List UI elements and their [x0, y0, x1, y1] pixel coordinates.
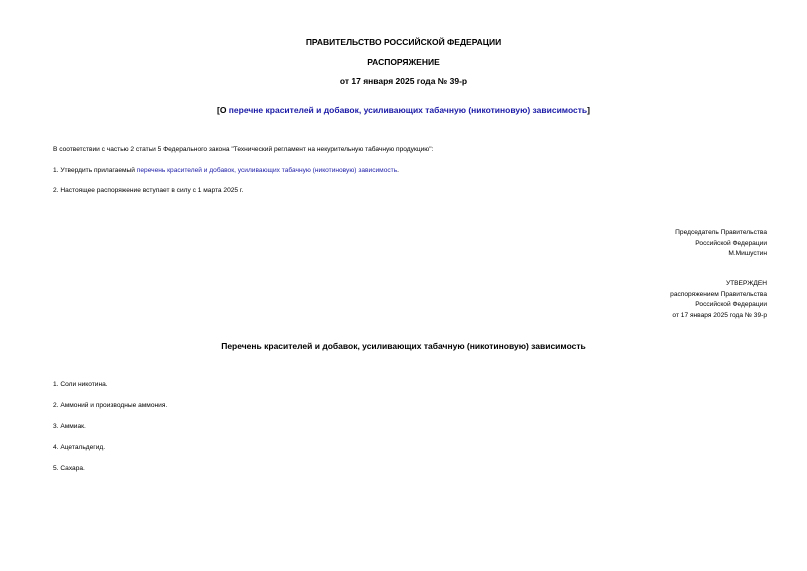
preamble-text: В соответствии с частью 2 статьи 5 Федерального закона "Технический регламент на некурительную табачную продукцию": — [53, 146, 434, 153]
list-title: Перечень красителей и добавок, усиливающих табачную (никотиновую) зависимость — [221, 341, 586, 351]
approval-line-2: распоряжением Правительства — [670, 290, 767, 298]
signature-line-1: Председатель Правительства — [675, 229, 767, 236]
approval-block — [670, 279, 767, 321]
list-item: 4. Ацетальдегид. — [53, 444, 106, 451]
list-item: 3. Аммиак. — [53, 423, 86, 430]
approval-line-1: УТВЕРЖДЕН — [725, 280, 767, 287]
item-1 — [53, 167, 399, 174]
item-1-prefix: 1. Утвердить прилагаемый — [53, 167, 137, 174]
government-heading: ПРАВИТЕЛЬСТВО РОССИЙСКОЙ ФЕДЕРАЦИИ — [305, 37, 502, 47]
doc-title — [0, 105, 807, 115]
item-2: 2. Настоящее распоряжение вступает в силу с 1 марта 2025 г. — [53, 187, 244, 194]
list-item: 1. Соли никотина. — [53, 381, 108, 388]
approval-line-3: Российской Федерации — [695, 301, 767, 308]
doc-title-bracket-close: ] — [587, 105, 591, 115]
doc-date-number: от 17 января 2025 года № 39-р — [339, 76, 468, 86]
item-1-suffix: . — [397, 167, 399, 174]
doc-title-link[interactable]: перечне красителей и добавок, усиливающих табачную (никотиновую) зависимость — [228, 105, 588, 115]
signature-name: М.Мишустин — [728, 250, 767, 257]
item-1-link[interactable]: перечень красителей и добавок, усиливающих табачную (никотиновую) зависимость — [136, 167, 398, 174]
list-item: 2. Аммоний и производные аммония. — [53, 402, 168, 409]
doc-type-heading: РАСПОРЯЖЕНИЕ — [367, 57, 440, 67]
doc-title-bracket-open: [О — [216, 105, 229, 115]
signature-line-2: Российской Федерации — [695, 239, 767, 247]
list-item: 5. Сахара. — [53, 465, 85, 472]
signature-block — [675, 228, 767, 260]
approval-line-4: от 17 января 2025 года № 39-р — [672, 311, 767, 319]
